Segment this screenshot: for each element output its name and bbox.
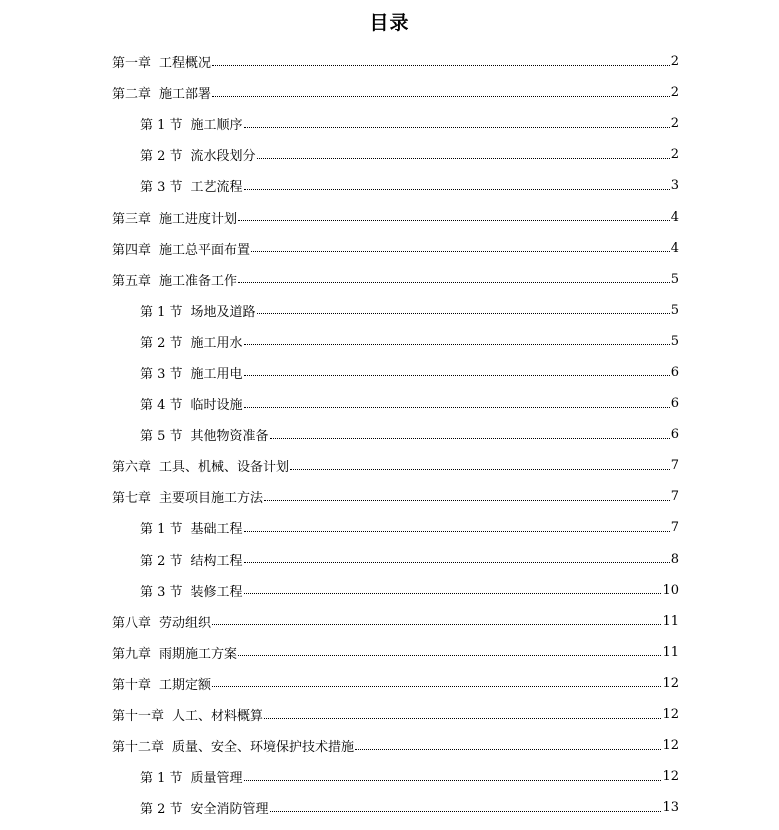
toc-entry-text: 施工用电 [190,366,243,382]
toc-chapter-entry[interactable] [0,668,779,699]
toc-entry-number: 第 2 节 [140,149,183,165]
toc-entry-label [140,518,243,537]
toc-page-number: 12 [662,769,679,785]
toc-entry-number: 第十二章 [112,740,165,756]
toc-page-number: 2 [670,54,679,70]
toc-entry-label [112,270,237,289]
toc-entry-text: 施工准备工作 [159,273,238,289]
toc-entry-text: 施工用水 [190,335,243,351]
toc-page-number: 2 [670,147,679,163]
toc-section-entry[interactable] [0,761,779,792]
toc-entry-text: 施工总平面布置 [159,242,251,258]
toc-section-entry[interactable] [0,544,779,575]
toc-dot-leader [264,717,661,719]
toc-entry-text: 工程概况 [159,56,212,72]
toc-entry-number: 第三章 [112,211,152,227]
toc-dot-leader [270,437,670,439]
toc-page-number: 11 [662,644,679,660]
toc-dot-leader [212,64,670,66]
toc-entry-text: 人工、材料概算 [172,709,264,725]
toc-dot-leader [244,343,670,345]
toc-dot-leader [244,188,670,190]
toc-dot-leader [251,250,670,252]
toc-section-entry[interactable] [0,170,779,201]
toc-entry-text: 结构工程 [190,553,243,569]
toc-entry-label [140,145,256,164]
toc-title: 目录 [369,12,410,34]
toc-page-number: 5 [670,302,679,318]
toc-entry-number: 第 3 节 [140,584,183,600]
toc-page-number: 10 [662,582,679,598]
toc-entry-label [140,798,269,817]
toc-entry-text: 基础工程 [190,522,243,538]
toc-entry-label [140,425,269,444]
toc-section-entry[interactable] [0,419,779,450]
toc-entry-label [140,581,243,600]
toc-entry-number: 第七章 [112,491,152,507]
toc-page-number: 12 [662,707,679,723]
toc-entry-text: 场地及道路 [190,304,256,320]
toc-page-number: 2 [670,85,679,101]
toc-section-entry[interactable] [0,108,779,139]
toc-entry-number: 第 5 节 [140,429,183,445]
toc-entry-number: 第 3 节 [140,180,183,196]
toc-entry-number: 第 2 节 [140,802,183,818]
toc-entry-label [112,456,289,475]
toc-dot-leader [244,592,662,594]
toc-entry-text: 其他物资准备 [190,429,269,445]
toc-entry-number: 第 2 节 [140,335,183,351]
toc-list [0,46,779,823]
toc-page-number: 5 [670,333,679,349]
toc-page-number: 6 [670,396,679,412]
toc-page-number: 4 [670,209,679,225]
toc-dot-leader [212,685,661,687]
toc-entry-label [112,52,211,71]
toc-chapter-entry[interactable] [0,730,779,761]
toc-entry-label [140,767,243,786]
toc-dot-leader [244,561,670,563]
toc-page-number: 7 [670,489,679,505]
toc-entry-text: 主要项目施工方法 [159,491,264,507]
toc-dot-leader [244,126,670,128]
toc-page-number: 5 [670,271,679,287]
toc-entry-label [112,643,237,662]
toc-entry-label [112,674,211,693]
toc-page-number: 8 [670,551,679,567]
toc-chapter-entry[interactable] [0,450,779,481]
toc-chapter-entry[interactable] [0,481,779,512]
toc-dot-leader [264,499,670,501]
toc-page-number: 6 [670,364,679,380]
toc-page-number: 12 [662,675,679,691]
toc-section-entry[interactable] [0,388,779,419]
toc-page-number: 11 [662,613,679,629]
toc-dot-leader [355,748,661,750]
toc-dot-leader [290,468,670,470]
toc-entry-text: 工艺流程 [190,180,243,196]
toc-entry-text: 施工顺序 [190,118,243,134]
toc-entry-label [140,332,243,351]
toc-chapter-entry[interactable] [0,233,779,264]
toc-entry-text: 施工部署 [159,87,212,103]
toc-dot-leader [238,281,670,283]
toc-section-entry[interactable] [0,295,779,326]
toc-entry-label [112,487,263,506]
toc-chapter-entry[interactable] [0,606,779,637]
toc-entry-number: 第 4 节 [140,398,183,414]
toc-entry-text: 雨期施工方案 [159,646,238,662]
toc-entry-label [112,83,211,102]
toc-entry-number: 第十一章 [112,709,165,725]
toc-entry-label [140,114,243,133]
toc-page-number: 13 [662,800,679,816]
toc-entry-text: 安全消防管理 [190,802,269,818]
toc-entry-label [140,394,243,413]
toc-dot-leader [244,406,670,408]
toc-dot-leader [238,219,670,221]
toc-entry-number: 第二章 [112,87,152,103]
toc-chapter-entry[interactable] [0,264,779,295]
toc-dot-leader [270,810,662,812]
toc-section-entry[interactable] [0,792,779,823]
toc-page-number: 6 [670,427,679,443]
toc-entry-number: 第八章 [112,615,152,631]
toc-entry-text: 质量、安全、环境保护技术措施 [172,740,355,756]
toc-entry-label [112,239,250,258]
toc-page-number: 3 [670,178,679,194]
toc-entry-number: 第六章 [112,460,152,476]
toc-entry-label [140,550,243,569]
toc-entry-number: 第四章 [112,242,152,258]
toc-dot-leader [238,654,661,656]
toc-dot-leader [212,95,670,97]
toc-entry-label [112,705,263,724]
toc-entry-number: 第 3 节 [140,366,183,382]
toc-entry-text: 装修工程 [190,584,243,600]
toc-entry-number: 第 2 节 [140,553,183,569]
toc-section-entry[interactable] [0,575,779,606]
toc-entry-text: 临时设施 [190,398,243,414]
toc-page-number: 2 [670,116,679,132]
toc-entry-number: 第十章 [112,677,152,693]
toc-entry-text: 工期定额 [159,677,212,693]
toc-chapter-entry[interactable] [0,46,779,77]
toc-entry-number: 第一章 [112,56,152,72]
toc-chapter-entry[interactable] [0,77,779,108]
toc-entry-number: 第五章 [112,273,152,289]
toc-entry-label [112,612,211,631]
toc-entry-text: 劳动组织 [159,615,212,631]
toc-dot-leader [257,157,670,159]
toc-entry-label [140,363,243,382]
toc-entry-label [140,176,243,195]
toc-section-entry[interactable] [0,512,779,543]
toc-entry-label [140,301,256,320]
toc-entry-label [112,208,237,227]
toc-section-entry[interactable] [0,357,779,388]
toc-entry-number: 第九章 [112,646,152,662]
toc-entry-number: 第 1 节 [140,304,183,320]
toc-entry-text: 工具、机械、设备计划 [159,460,290,476]
toc-page-number: 7 [670,520,679,536]
toc-page-number: 4 [670,240,679,256]
toc-page-number: 7 [670,458,679,474]
toc-entry-text: 施工进度计划 [159,211,238,227]
toc-entry-label [112,736,354,755]
toc-section-entry[interactable] [0,139,779,170]
toc-dot-leader [257,312,670,314]
toc-dot-leader [212,623,661,625]
toc-entry-number: 第 1 节 [140,118,183,134]
toc-chapter-entry[interactable] [0,637,779,668]
toc-entry-text: 流水段划分 [190,149,256,165]
toc-entry-text: 质量管理 [190,771,243,787]
toc-entry-number: 第 1 节 [140,771,183,787]
toc-dot-leader [244,779,662,781]
toc-dot-leader [244,374,670,376]
toc-chapter-entry[interactable] [0,201,779,232]
toc-chapter-entry[interactable] [0,699,779,730]
toc-dot-leader [244,530,670,532]
toc-entry-number: 第 1 节 [140,522,183,538]
toc-section-entry[interactable] [0,326,779,357]
toc-page-number: 12 [662,738,679,754]
